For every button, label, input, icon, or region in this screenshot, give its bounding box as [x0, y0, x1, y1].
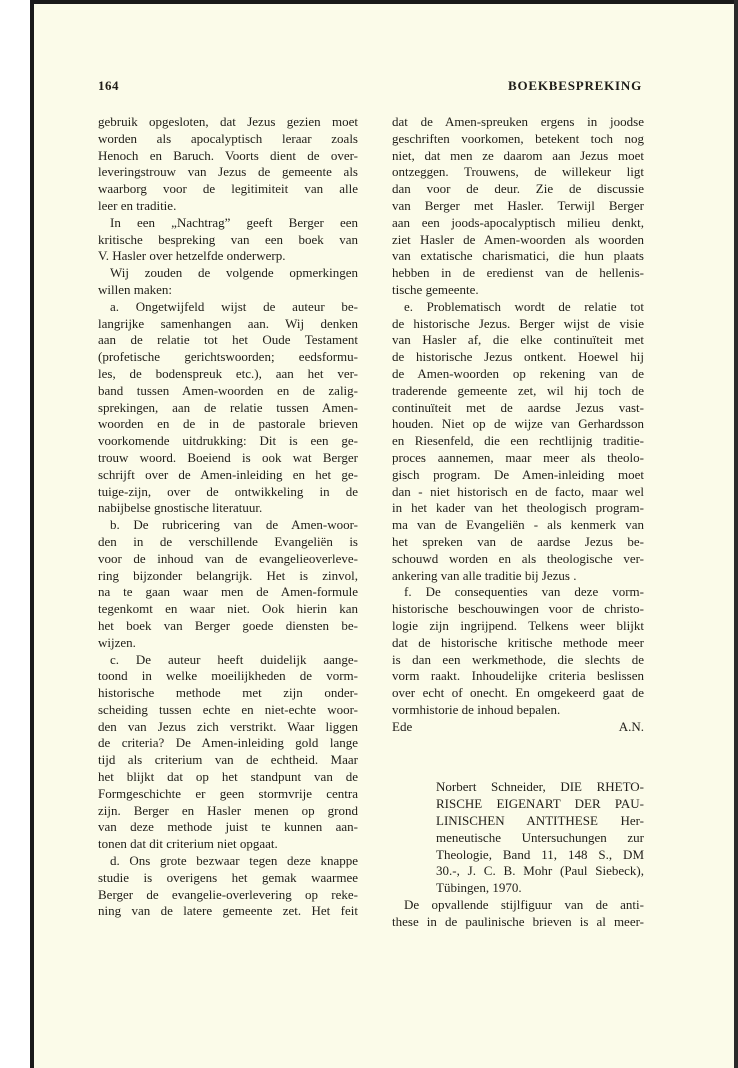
text-line: leer en traditie.: [98, 197, 177, 213]
text-line: Formgeschichte er geen stormvrije centra: [98, 785, 358, 801]
text-line: gisch program. De Amen-inleiding moet: [392, 466, 644, 482]
text-line: Henoch en Baruch. Voorts dient de over-: [98, 147, 358, 163]
text-line: V. Hasler over hetzelfde onderwerp.: [98, 248, 286, 264]
text-line: leveringstrouw van Jezus de gemeente als: [98, 164, 358, 180]
text-line: (profetische gerichtswoorden; eedsformu-: [98, 349, 358, 365]
text-line: Wij zouden de volgende opmerkingen: [110, 265, 358, 281]
text-line: les, de bodenspreuk etc.), aan het ver-: [98, 365, 358, 381]
left-column: [98, 114, 358, 920]
text-line: de historische Jezus ontkent. Hoewel hij: [392, 349, 644, 365]
text-line: schouwd worden en als theologische ver-: [392, 550, 644, 566]
text-line: waarborg voor de legitimiteit van alle: [98, 181, 358, 197]
text-line: worden als apocalyptisch leraar zoals: [98, 130, 358, 146]
section-gap: [392, 735, 644, 779]
text-line: na te gaan waar men de Amen-formule: [98, 584, 358, 600]
text-line: de historische Jezus. Berger wijst de visie: [392, 315, 644, 331]
text-line: studie is overigens het gemak waarmee: [98, 869, 358, 885]
text-line: ziet Hasler de Amen-woorden als woorden: [392, 231, 644, 247]
text-line: f. De consequenties van deze vorm-: [404, 584, 644, 600]
text-line: het spreken van de aardse Jezus be-: [392, 533, 644, 549]
section-title: BOEKBESPREKING: [507, 78, 642, 93]
text-line: tische gemeente.: [392, 281, 479, 297]
text-line: schrijft over de Amen-inleiding en het ge-: [98, 466, 358, 482]
text-line: van extatische charismatici, die hun plaats: [392, 248, 644, 264]
next-review-text: [392, 897, 644, 931]
bibliography-line: LINISCHEN ANTITHESE Her-: [436, 813, 644, 829]
text-line: dan voor de deur. Zie de discussie: [392, 181, 644, 197]
text-line: historische beschouwingen voor de christo-: [392, 601, 644, 617]
text-line: over echt of onecht. En omgekeerd gaat de: [392, 685, 644, 701]
review-signature: [392, 719, 644, 736]
text-line: willen maken:: [98, 281, 173, 297]
text-line: logie zijn ingrijpend. Telkens weer blijkt: [392, 617, 644, 633]
text-line: e. Problematisch wordt de relatie tot: [404, 298, 644, 314]
text-line: Berger de evangelie-overlevering op reke-: [98, 886, 358, 902]
text-line: vorm raakt. Inhoudelijke criteria beslissen: [392, 668, 644, 684]
signature-place: Ede: [392, 718, 413, 734]
text-line: ring bijzonder belangrijk. Het is zinvol,: [98, 567, 358, 583]
text-line: trouw woord. Boeiend is ook wat Berger: [98, 449, 358, 465]
text-line: voorkomende uitdrukking: Dit is een ge-: [98, 433, 358, 449]
text-line: de Amen-woorden op rekening van de: [392, 365, 644, 381]
text-line: tuige-zijn, over de ontwikkeling in de: [98, 483, 358, 499]
text-line: scheiding tussen echte en niet-echte woor-: [98, 701, 358, 717]
text-line: hebben in de eredienst van de hellenis-: [392, 265, 644, 281]
text-line: ma van de Evangeliën - als kenmerk van: [392, 517, 644, 533]
bibliography-line: Tübingen, 1970.: [436, 880, 522, 896]
scan-border-right: [734, 0, 738, 1068]
text-line: wijzen.: [98, 634, 136, 650]
text-line: dan - niet historisch en de facto, maar wel: [392, 483, 644, 499]
text-line: continuïteit met de aardse Jezus vast-: [392, 399, 644, 415]
text-line: van Berger met Hasler. Terwijl Berger: [392, 197, 644, 213]
text-line: den in de verschillende Evangeliën is: [98, 533, 358, 549]
page-number: 164: [98, 78, 119, 93]
running-head: [98, 78, 642, 96]
text-line: tegenkomt en waar niet. Ook hierin kan: [98, 601, 358, 617]
text-line: De opvallende stijlfiguur van de anti-: [404, 897, 644, 913]
text-line: dat de historische kritische methode meer: [392, 634, 644, 650]
text-line: de criteria? De Amen-inleiding gold lange: [98, 735, 358, 751]
bibliography-line: Norbert Schneider, DIE RHETO-: [436, 779, 644, 795]
text-line: a. Ongetwijfeld wijst de auteur be-: [110, 298, 358, 314]
signature-initials: A.N.: [618, 718, 644, 734]
text-line: ontzeggen. Trouwens, de willekeur ligt: [392, 164, 644, 180]
text-line: aan een joods-apocalyptisch milieu denkt,: [392, 214, 644, 230]
text-line: sprekingen, aan de relatie tussen Amen-: [98, 399, 358, 415]
text-line: is dan een werkmethode, die slechts de: [392, 651, 644, 667]
bibliography-line: 30.-, J. C. B. Mohr (Paul Siebeck),: [436, 863, 644, 879]
text-line: In een „Nachtrag” geeft Berger een: [110, 214, 358, 230]
text-line: langrijke samenhangen aan. Wij denken: [98, 315, 358, 331]
text-line: woorden en de in de pastorale brieven: [98, 416, 358, 432]
text-line: het boek van Berger goede diensten be-: [98, 617, 358, 633]
text-line: band tussen Amen-woorden en de zalig-: [98, 382, 358, 398]
right-column-body: [392, 114, 644, 719]
text-line: zijn. Berger en Hasler menen op grond: [98, 802, 358, 818]
text-line: ning van de latere gemeente zet. Het feit: [98, 903, 358, 919]
text-line: van deze methode juist te kunnen aan-: [98, 819, 358, 835]
bibliography-line: RISCHE EIGENART DER PAU-: [436, 796, 644, 812]
bibliography-line: Theologie, Band 11, 148 S., DM: [436, 846, 644, 862]
text-line: gebruik opgesloten, dat Jezus gezien moet: [98, 114, 358, 129]
text-line: b. De rubricering van de Amen-woor-: [110, 517, 358, 533]
bibliography-line: meneutische Untersuchungen zur: [436, 829, 644, 845]
text-line: in het kader van het theologisch program-: [392, 500, 644, 516]
text-line: voor de inhoud van de evangelieoverleve-: [98, 550, 358, 566]
right-column: [392, 114, 644, 931]
text-line: toond in welke moeilijkheden de vorm-: [98, 668, 358, 684]
text-line: het blijkt dat op het standpunt van de: [98, 769, 358, 785]
text-line: kritische bespreking van een boek van: [98, 231, 358, 247]
text-line: tijd als criterium van de echtheid. Maar: [98, 752, 358, 768]
text-line: ankering van alle traditie bij Jezus .: [392, 567, 577, 583]
text-line: aan de relatie tot het Oude Testament: [98, 332, 358, 348]
text-line: nabijbelse gnostische literatuur.: [98, 500, 263, 516]
text-line: these in de paulinische brieven is al meer-: [392, 913, 644, 929]
text-line: niet, dat men ze daarom aan Jezus moet: [392, 147, 644, 163]
text-line: van Hasler af, die elke continuïteit met: [392, 332, 644, 348]
text-line: den van Jezus zich verstrikt. Waar liggen: [98, 718, 358, 734]
text-line: proces aannemen, maar meer als theolo-: [392, 449, 644, 465]
text-line: en Riesenfeld, die een rechtlijnig traditie-: [392, 433, 644, 449]
text-line: tonen dat dit criterium niet opgaat.: [98, 836, 278, 852]
text-line: d. Ons grote bezwaar tegen deze knappe: [110, 853, 358, 869]
bibliographic-entry: [392, 779, 644, 897]
text-line: houden. Niet op de wijze van Gerhardsson: [392, 416, 644, 432]
text-line: traderende gemeente zet, wil hij toch de: [392, 382, 644, 398]
text-line: dat de Amen-spreuken ergens in joodse: [392, 114, 644, 129]
text-line: geschriften voorkomen, betekent toch nog: [392, 130, 644, 146]
text-line: historische methode met zijn onder-: [98, 685, 358, 701]
text-line: vormhistorie de inhoud bepalen.: [392, 701, 561, 717]
text-line: c. De auteur heeft duidelijk aange-: [110, 651, 358, 667]
